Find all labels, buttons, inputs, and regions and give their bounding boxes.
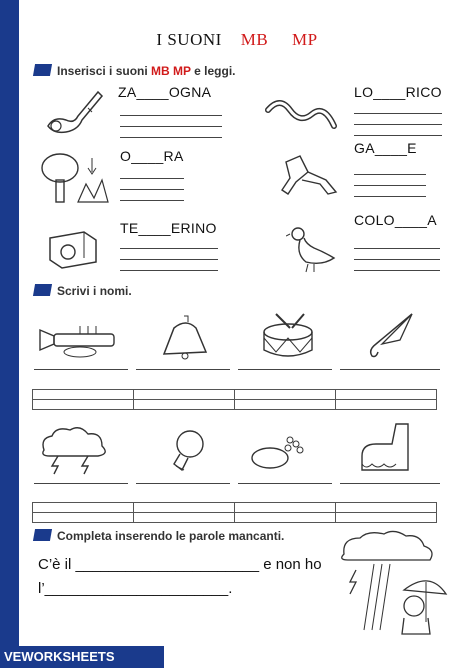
word-4: GA____E [354,140,417,156]
word-3: O____RA [120,148,184,164]
grid-cell[interactable] [134,513,235,523]
answer-line[interactable] [354,196,426,197]
answer-line[interactable] [354,270,440,271]
answer-line[interactable] [120,126,222,127]
grid-cell[interactable] [134,400,235,410]
word-1: ZA____OGNA [118,84,212,100]
bagpipe-icon [44,86,106,136]
grid-cell[interactable] [235,400,336,410]
grid-cell[interactable] [336,503,437,513]
grid-cell[interactable] [134,390,235,400]
writing-grid [32,502,437,523]
answer-line[interactable] [120,137,222,138]
sharpener-icon [44,226,102,272]
answer-line[interactable] [120,248,218,249]
answer-line[interactable] [354,259,440,260]
answer-line[interactable] [340,483,440,484]
drum-icon [258,312,318,362]
answer-line[interactable] [120,115,222,116]
legs-icon [278,152,340,198]
answer-line[interactable] [120,178,184,179]
rain-umbrella-boy-icon [334,530,454,638]
grid-cell[interactable] [33,513,134,523]
grid-cell[interactable] [235,503,336,513]
section-marker [33,64,52,76]
grid-cell[interactable] [336,513,437,523]
section-marker [33,284,52,296]
grid-cell[interactable] [134,503,235,513]
answer-line[interactable] [136,483,230,484]
pigeon-icon [286,222,338,276]
answer-line[interactable] [34,369,128,370]
answer-line[interactable] [340,369,440,370]
answer-line[interactable] [238,483,332,484]
word-6: COLO____A [354,212,437,228]
snake-icon [262,92,340,134]
grid-cell[interactable] [235,513,336,523]
page-title [0,30,474,50]
word-2: LO____RICO [354,84,442,100]
paw-icon [352,420,414,476]
section2-heading: Scrivi i nomi. [34,284,132,298]
answer-line[interactable] [354,248,440,249]
answer-line[interactable] [238,369,332,370]
section-marker [33,529,52,541]
left-blue-band [0,0,19,668]
word-5: TE____ERINO [120,220,217,236]
answer-line[interactable] [354,185,426,186]
answer-line[interactable] [120,259,218,260]
trumpet-icon [36,316,126,360]
title-prefix: I SUONI [156,30,222,49]
answer-line[interactable] [354,113,442,114]
tree-icon [40,150,110,208]
answer-line[interactable] [120,270,218,271]
grid-cell[interactable] [33,400,134,410]
title-mp: MP [292,30,318,49]
grid-cell[interactable] [336,390,437,400]
title-mb: MB [240,30,269,49]
section3-heading: Completa inserendo le parole mancanti. [34,529,284,543]
answer-line[interactable] [354,135,442,136]
answer-line[interactable] [354,174,426,175]
grid-cell[interactable] [33,390,134,400]
answer-line[interactable] [136,369,230,370]
answer-line[interactable] [354,124,442,125]
grid-cell[interactable] [235,390,336,400]
answer-line[interactable] [34,483,128,484]
grid-cell[interactable] [33,503,134,513]
sentence-line-1: C’è il ______________________ e non ho [38,556,322,573]
umbrella-icon [360,310,420,362]
footprint-icon [248,428,310,474]
answer-line[interactable] [120,200,184,201]
writing-grid [32,389,437,410]
bell-icon [158,312,214,362]
section1-heading: Inserisci i suoni MB MP e leggi. [34,64,236,78]
light-bulb-icon [164,426,210,476]
grid-cell[interactable] [336,400,437,410]
answer-line[interactable] [120,189,184,190]
sentence-line-2: l’______________________. [38,580,233,597]
storm-cloud-icon [36,424,116,476]
footer-brand[interactable]: VEWORKSHEETS [0,646,164,668]
